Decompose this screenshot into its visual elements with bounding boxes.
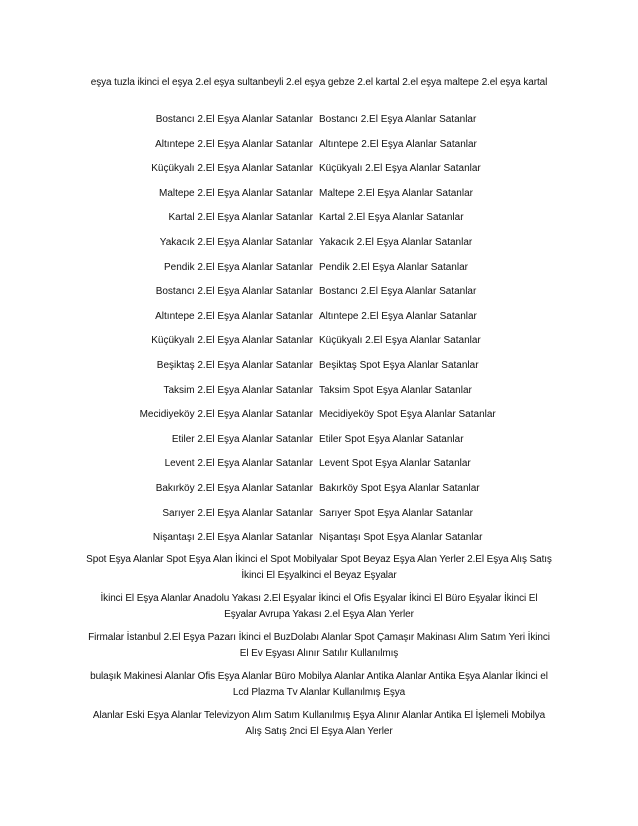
listing-row — [0, 332, 638, 357]
listing-row — [0, 529, 638, 554]
listing-right-text: Bostancı 2.El Eşya Alanlar Satanlar — [319, 114, 477, 125]
listing-right-text: Küçükyalı 2.El Eşya Alanlar Satanlar — [319, 335, 481, 347]
paragraph-2: İkinci El Eşya Alanlar Anadolu Yakası 2.El Eşyalar İkinci el Ofis Eşyalar İkinci El Büro Eşyalar İkinci El Eşyalar Avrupa Yakası 2.el Eşya Alan Yerler — [100, 593, 538, 620]
listing-row — [0, 357, 638, 382]
listing-right-text: Küçükyalı 2.El Eşya Alanlar Satanlar — [319, 163, 481, 175]
listing-row — [0, 431, 638, 456]
listing-left-text: Mecidiyeköy 2.El Eşya Alanlar Satanlar — [139, 409, 313, 421]
listing-left-text: Küçükyalı 2.El Eşya Alanlar Satanlar — [151, 335, 313, 347]
listing-row — [0, 505, 638, 530]
listing-right-text: Pendik 2.El Eşya Alanlar Satanlar — [319, 261, 468, 273]
listing-left-text: Bakırköy 2.El Eşya Alanlar Satanlar — [155, 482, 313, 494]
listing-left-text: Bostancı 2.El Eşya Alanlar Satanlar — [155, 114, 313, 125]
listing-right-text: Mecidiyeköy Spot Eşya Alanlar Satanlar — [319, 409, 496, 421]
listing-row — [0, 455, 638, 480]
paragraph-1: Spot Eşya Alanlar Spot Eşya Alan İkinci el Spot Mobilyalar Spot Beyaz Eşya Alan Yerler 2.El Eşya Alış Satış İkinci El Eşyalkinci el Beyaz Eşyalar — [86, 554, 552, 581]
listing-right-text: Altıntepe 2.El Eşya Alanlar Satanlar — [319, 138, 477, 150]
listing-right-text: Beşiktaş Spot Eşya Alanlar Satanlar — [319, 359, 479, 371]
listing-row — [0, 185, 638, 210]
listing-left-text: Maltepe 2.El Eşya Alanlar Satanlar — [159, 187, 313, 199]
listing-row — [0, 382, 638, 407]
listing-row — [0, 234, 638, 259]
listing-left-text: Nişantaşı 2.El Eşya Alanlar Satanlar — [152, 532, 313, 544]
listing-left-text: Küçükyalı 2.El Eşya Alanlar Satanlar — [151, 163, 313, 175]
listing-left-text: Sarıyer 2.El Eşya Alanlar Satanlar — [162, 507, 313, 519]
listing-row — [0, 406, 638, 431]
listing-row — [0, 308, 638, 333]
listing-row — [0, 209, 638, 234]
listing-row — [0, 283, 638, 308]
listing-left-text: Levent 2.El Eşya Alanlar Satanlar — [164, 458, 313, 470]
listing-left-text: Beşiktaş 2.El Eşya Alanlar Satanlar — [156, 359, 313, 371]
listing-right-text: Maltepe 2.El Eşya Alanlar Satanlar — [319, 187, 473, 199]
paragraph-5: Alanlar Eski Eşya Alanlar Televizyon Alım Satım Kullanılmış Eşya Alınır Alanlar Antika El İşlemeli Mobilya Alış Satış 2nci El Eşya Alan Yerler — [92, 710, 546, 737]
listing-left-text: Altıntepe 2.El Eşya Alanlar Satanlar — [155, 138, 313, 150]
listing-row — [0, 160, 638, 185]
listing-right-text: Sarıyer Spot Eşya Alanlar Satanlar — [319, 507, 473, 519]
listing-right-text: Kartal 2.El Eşya Alanlar Satanlar — [319, 212, 464, 224]
listing-right-text: Yakacık 2.El Eşya Alanlar Satanlar — [319, 236, 473, 248]
listing-left-text: Taksim 2.El Eşya Alanlar Satanlar — [163, 384, 313, 396]
listing-left-text: Kartal 2.El Eşya Alanlar Satanlar — [168, 212, 313, 224]
listing-left-text: Bostancı 2.El Eşya Alanlar Satanlar — [155, 286, 313, 298]
listing-right-text: Etiler Spot Eşya Alanlar Satanlar — [319, 433, 464, 445]
listing-left-text: Pendik 2.El Eşya Alanlar Satanlar — [164, 261, 313, 273]
listing-right-text: Levent Spot Eşya Alanlar Satanlar — [319, 458, 471, 470]
paragraph-4: bulaşık Makinesi Alanlar Ofis Eşya Alanlar Büro Mobilya Alanlar Antika Alanlar Antika Eşya Alanlar İkinci el Lcd Plazma Tv Alanlar Kullanılmış Eşya — [90, 671, 548, 698]
listing-row — [0, 480, 638, 505]
listing-right-text: Nişantaşı Spot Eşya Alanlar Satanlar — [319, 532, 483, 544]
listing-left-text: Yakacık 2.El Eşya Alanlar Satanlar — [159, 236, 313, 248]
listing-row — [0, 136, 638, 161]
listing-row — [0, 111, 638, 136]
paragraph-3: Firmalar İstanbul 2.El Eşya Pazarı İkinci el BuzDolabı Alanlar Spot Çamaşır Makinası Alım Satım Yeri İkinci El Ev Eşyası Alınır Satılır Kullanılmış — [88, 632, 550, 659]
listing-pairs — [0, 111, 638, 554]
intro-text: eşya tuzla ikinci el eşya 2.el eşya sultanbeyli 2.el eşya gebze 2.el kartal 2.el eşya maltepe 2.el eşya kartal — [90, 77, 548, 88]
listing-right-text: Altıntepe 2.El Eşya Alanlar Satanlar — [319, 310, 477, 322]
listing-left-text: Altıntepe 2.El Eşya Alanlar Satanlar — [155, 310, 313, 322]
listing-left-text: Etiler 2.El Eşya Alanlar Satanlar — [171, 433, 313, 445]
listing-right-text: Bakırköy Spot Eşya Alanlar Satanlar — [319, 482, 480, 494]
listing-right-text: Bostancı 2.El Eşya Alanlar Satanlar — [319, 286, 477, 298]
listing-row — [0, 259, 638, 284]
listing-right-text: Taksim Spot Eşya Alanlar Satanlar — [319, 384, 472, 396]
